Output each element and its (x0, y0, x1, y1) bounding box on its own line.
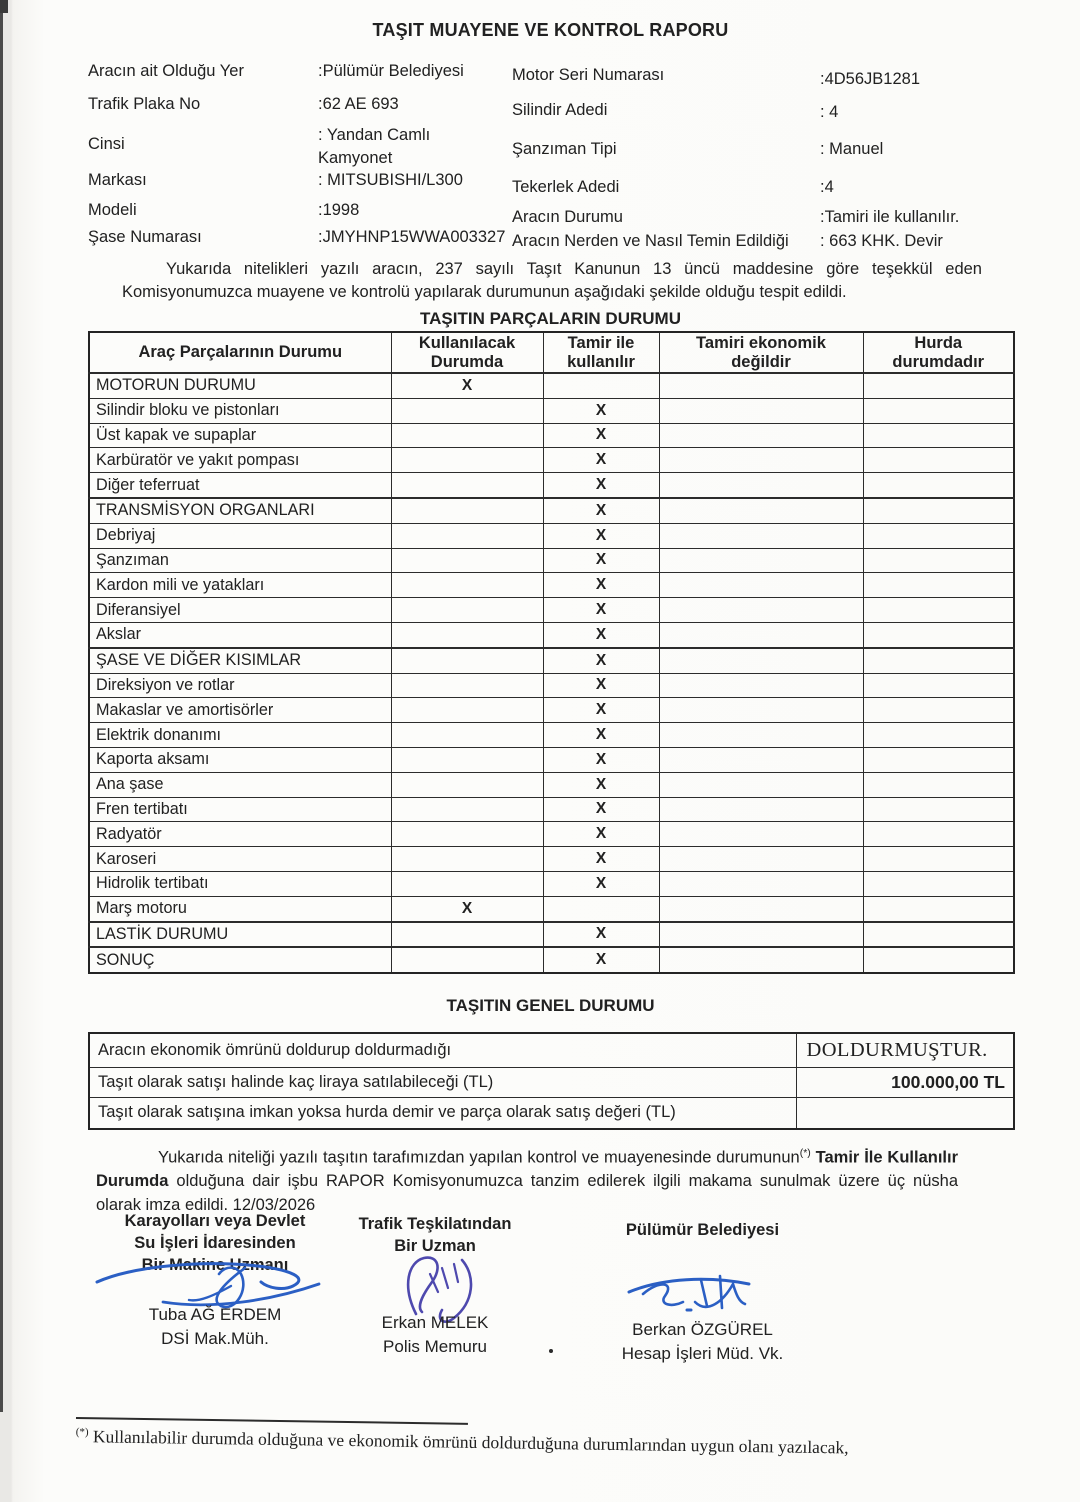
empty-cell (863, 523, 1014, 548)
status-mark-cell: X (543, 698, 659, 723)
signer-org-line: Bir Makine Uzmanı (141, 1256, 289, 1274)
part-name: Marş motoru (89, 896, 391, 921)
empty-cell (391, 398, 543, 423)
footnote (76, 1417, 1016, 1461)
field-label: Tekerlek Adedi (512, 178, 620, 196)
empty-cell (659, 448, 863, 473)
empty-cell (391, 822, 543, 847)
intro-paragraph: Yukarıda nitelikleri yazılı aracın, 237 sayılı Taşıt Kanunun 13 üncü maddesine göre teşekkül eden Komisyonumuzca muayene ve kontrolü yapılarak durumunun aşağıdaki şekilde olduğu tespit edildi. (122, 260, 982, 301)
empty-cell (659, 498, 863, 523)
empty-cell (659, 947, 863, 973)
part-name: Direksiyon ve rotlar (89, 673, 391, 698)
signer-name: Tuba AĞ ERDEM (148, 1305, 282, 1324)
empty-cell (659, 598, 863, 623)
part-name: Debriyaj (89, 523, 391, 548)
status-mark-cell: X (543, 871, 659, 896)
column-header: Kullanılacak Durumda (391, 332, 543, 373)
signer-org-line: Karayolları veya Devlet (124, 1212, 306, 1230)
status-mark-cell: X (543, 922, 659, 948)
status-mark-cell: X (543, 622, 659, 647)
empty-cell (863, 698, 1014, 723)
field-value (820, 230, 943, 253)
general-row-label: Taşıt olarak satışı halinde kaç liraya satılabileceği (TL) (89, 1067, 796, 1097)
closing-paragraph (96, 1142, 958, 1217)
signer-name: Erkan MELEK (381, 1313, 489, 1332)
field-value-line: :4 (820, 178, 834, 196)
empty-cell (863, 822, 1014, 847)
signer-org-line: Bir Uzman (394, 1237, 476, 1255)
part-name: Şanzıman (89, 548, 391, 573)
signer-org-line: Pülümür Belediyesi (625, 1221, 780, 1239)
part-name: ŞASE VE DİĞER KISIMLAR (89, 648, 391, 673)
empty-cell (659, 871, 863, 896)
empty-cell (659, 772, 863, 797)
signer-block-3 (570, 1318, 835, 1366)
field-value-line: : MITSUBISHI/L300 (318, 171, 463, 189)
empty-cell (659, 423, 863, 448)
part-name: Üst kapak ve supaplar (89, 423, 391, 448)
empty-cell (659, 847, 863, 872)
empty-cell (391, 772, 543, 797)
field-label: Markası (88, 171, 147, 189)
footnote-marker: (*) (75, 1426, 89, 1439)
table-row (89, 622, 1014, 647)
field-label: Silindir Adedi (512, 101, 608, 119)
field-value (318, 60, 464, 83)
empty-cell (863, 448, 1014, 473)
signer-block-1 (90, 1303, 340, 1351)
status-mark-cell: X (543, 498, 659, 523)
field-value (318, 93, 399, 116)
empty-cell (863, 896, 1014, 921)
table-row (89, 598, 1014, 623)
table-row (89, 698, 1014, 723)
column-header: Araç Parçalarının Durumu (89, 332, 391, 373)
field-value-line: :JMYHNP15WWA003327 (318, 228, 506, 246)
empty-cell (863, 772, 1014, 797)
signer-title: Polis Memuru (383, 1337, 487, 1356)
field-label: Modeli (88, 201, 137, 219)
table-row (89, 871, 1014, 896)
empty-cell (391, 548, 543, 573)
table-row (89, 1033, 1014, 1067)
table-row (89, 398, 1014, 423)
empty-cell (659, 723, 863, 748)
part-name: Silindir bloku ve pistonları (89, 398, 391, 423)
empty-cell (863, 622, 1014, 647)
table-row (89, 523, 1014, 548)
empty-cell (659, 673, 863, 698)
empty-cell (659, 797, 863, 822)
part-name: Hidrolik tertibatı (89, 871, 391, 896)
table-row (89, 448, 1014, 473)
empty-cell (863, 473, 1014, 498)
general-row-label: Aracın ekonomik ömrünü doldurup doldurmadığı (89, 1033, 796, 1067)
empty-cell (391, 448, 543, 473)
closing-segment: olduğuna dair işbu RAPOR Komisyonumuzca tanzim edilerek ilgili makama sunulmak üzere üç nüsha olarak imza edildi. (96, 1172, 958, 1214)
part-name: Diferansiyel (89, 598, 391, 623)
empty-cell (863, 648, 1014, 673)
empty-cell (391, 622, 543, 647)
empty-cell (659, 398, 863, 423)
empty-cell (863, 797, 1014, 822)
field-value-line: :1998 (318, 201, 360, 219)
table-row (89, 822, 1014, 847)
status-mark-cell: X (543, 523, 659, 548)
part-name: Kaporta aksamı (89, 747, 391, 772)
column-header: Hurda durumdadır (863, 332, 1014, 373)
report-date: 12/03/2026 (232, 1195, 316, 1214)
signer-block-2 (335, 1311, 535, 1359)
part-name: Makaslar ve amortisörler (89, 698, 391, 723)
part-name: Karoseri (89, 847, 391, 872)
empty-cell (391, 498, 543, 523)
empty-cell (391, 723, 543, 748)
parts-status-table (88, 331, 1015, 974)
part-name: LASTİK DURUMU (89, 922, 391, 948)
part-name: Fren tertibatı (89, 797, 391, 822)
general-table-title: TAŞITIN GENEL DURUMU (446, 996, 655, 1015)
empty-cell (391, 473, 543, 498)
table-row (89, 922, 1014, 948)
status-mark-cell: X (543, 473, 659, 498)
column-header: Tamir ile kullanılır (543, 332, 659, 373)
empty-cell (659, 523, 863, 548)
field-value-line: : Manuel (820, 140, 884, 158)
empty-cell (659, 822, 863, 847)
table-row (89, 896, 1014, 921)
field-value-line: : 4 (820, 103, 839, 121)
empty-cell (863, 723, 1014, 748)
part-name: Akslar (89, 622, 391, 647)
empty-cell (543, 373, 659, 398)
empty-cell (391, 573, 543, 598)
signer-title: Hesap İşleri Müd. Vk. (621, 1344, 784, 1363)
status-mark-cell: X (543, 947, 659, 973)
status-mark-cell: X (543, 598, 659, 623)
empty-cell (863, 747, 1014, 772)
closing-segment: Tamir İle Kullanılır Durumda (96, 1148, 958, 1190)
field-label: Şanzıman Tipi (512, 140, 617, 158)
part-name: SONUÇ (89, 947, 391, 973)
empty-cell (863, 598, 1014, 623)
status-mark-cell: X (543, 398, 659, 423)
field-label: Motor Seri Numarası (512, 66, 665, 84)
empty-cell (659, 648, 863, 673)
table-row (89, 548, 1014, 573)
status-mark-cell: X (543, 448, 659, 473)
field-label: Aracın Durumu (512, 208, 623, 226)
field-value (318, 226, 505, 249)
empty-cell (863, 871, 1014, 896)
page-title: TAŞIT MUAYENE VE KONTROL RAPORU (372, 20, 729, 40)
empty-cell (863, 847, 1014, 872)
status-mark-cell: X (543, 648, 659, 673)
scan-edge-corner (0, 0, 8, 13)
field-value (318, 199, 359, 222)
empty-cell (391, 797, 543, 822)
scan-edge-shadow (0, 0, 3, 1412)
empty-cell (863, 498, 1014, 523)
empty-cell (659, 698, 863, 723)
general-row-label: Taşıt olarak satışına imkan yoksa hurda demir ve parça olarak satış değeri (TL) (89, 1097, 796, 1129)
status-mark-cell: X (543, 423, 659, 448)
table-row (89, 747, 1014, 772)
field-value-line: :4D56JB1281 (820, 70, 920, 88)
empty-cell (391, 648, 543, 673)
status-mark-cell: X (543, 797, 659, 822)
field-value (820, 101, 838, 124)
part-name: Karbüratör ve yakıt pompası (89, 448, 391, 473)
table-row (89, 723, 1014, 748)
general-row-value: 100.000,00 TL (796, 1067, 1014, 1097)
general-status-table (88, 1032, 1015, 1130)
table-row (89, 1067, 1014, 1097)
table-row (89, 423, 1014, 448)
status-mark-cell: X (391, 896, 543, 921)
empty-cell (863, 373, 1014, 398)
empty-cell (391, 871, 543, 896)
status-mark-cell: X (543, 847, 659, 872)
table-row (89, 498, 1014, 523)
field-label: Aracın ait Olduğu Yer (88, 62, 244, 80)
footnote-body: Kullanılabilir durumda olduğuna ve ekonomik ömrünü doldurduğuna durumlarından uygun olanı yazılacak, (88, 1426, 849, 1458)
empty-cell (659, 573, 863, 598)
field-value-line: : Yandan Camlı (318, 126, 431, 144)
field-value (318, 124, 430, 170)
signer-org-2 (335, 1213, 535, 1257)
table-row (89, 648, 1014, 673)
field-value (820, 206, 959, 229)
table-row (89, 797, 1014, 822)
empty-cell (391, 423, 543, 448)
empty-cell (863, 947, 1014, 973)
table-row (89, 772, 1014, 797)
empty-cell (863, 573, 1014, 598)
table-row (89, 847, 1014, 872)
empty-cell (391, 747, 543, 772)
field-value (318, 169, 463, 192)
status-mark-cell: X (543, 573, 659, 598)
empty-cell (391, 922, 543, 948)
empty-cell (391, 698, 543, 723)
part-name: MOTORUN DURUMU (89, 373, 391, 398)
general-row-value: DOLDURMUŞTUR. (796, 1033, 1014, 1067)
field-value (820, 176, 834, 199)
empty-cell (659, 622, 863, 647)
status-mark-cell: X (543, 548, 659, 573)
status-mark-cell: X (543, 747, 659, 772)
signature-berkan-ozgurel (623, 1272, 758, 1320)
status-mark-cell: X (543, 723, 659, 748)
status-mark-cell: X (543, 822, 659, 847)
table-row (89, 947, 1014, 973)
part-name: Radyatör (89, 822, 391, 847)
field-value-line: :Pülümür Belediyesi (318, 62, 464, 80)
empty-cell (391, 947, 543, 973)
part-name: Elektrik donanımı (89, 723, 391, 748)
signer-org-3 (570, 1219, 835, 1241)
part-name: Kardon mili ve yatakları (89, 573, 391, 598)
column-header: Tamiri ekonomik değildir (659, 332, 863, 373)
part-name: Diğer teferruat (89, 473, 391, 498)
empty-cell (543, 896, 659, 921)
table-row (89, 573, 1014, 598)
status-mark-cell: X (543, 772, 659, 797)
closing-segment: Yukarıda niteliği yazılı taşıtın tarafımızdan yapılan kontrol ve muayenesinde durumunun (158, 1148, 800, 1167)
empty-cell (391, 523, 543, 548)
field-value-line: :Tamiri ile kullanılır. (820, 208, 960, 226)
empty-cell (391, 673, 543, 698)
field-value-line: :62 AE 693 (318, 95, 399, 113)
status-mark-cell: X (391, 373, 543, 398)
status-mark-cell: X (543, 673, 659, 698)
table-header-row (89, 332, 1014, 373)
table-row (89, 373, 1014, 398)
empty-cell (863, 398, 1014, 423)
table-row (89, 1097, 1014, 1129)
empty-cell (391, 598, 543, 623)
table-row (89, 673, 1014, 698)
field-value-line: Kamyonet (318, 149, 393, 167)
field-label: Cinsi (88, 135, 125, 153)
field-label: Trafik Plaka No (88, 95, 201, 113)
empty-cell (863, 673, 1014, 698)
part-name: Ana şase (89, 772, 391, 797)
empty-cell (863, 922, 1014, 948)
table-row (89, 473, 1014, 498)
field-label: Şase Numarası (88, 228, 202, 246)
empty-cell (659, 373, 863, 398)
empty-cell (863, 423, 1014, 448)
signer-org-line: Trafik Teşkilatından (358, 1215, 512, 1233)
ink-dot (549, 1349, 553, 1353)
signer-org-line: Su İşleri İdaresinden (134, 1234, 296, 1252)
footnote-divider (76, 1417, 468, 1425)
field-value (820, 68, 920, 91)
signer-name: Berkan ÖZGÜREL (632, 1320, 773, 1339)
empty-cell (863, 548, 1014, 573)
empty-cell (659, 548, 863, 573)
empty-cell (659, 473, 863, 498)
empty-cell (391, 847, 543, 872)
field-value-line: : 663 KHK. Devir (820, 232, 943, 250)
signer-title: DSİ Mak.Müh. (161, 1329, 269, 1348)
field-value (820, 138, 883, 161)
parts-table-title: TAŞITIN PARÇALARIN DURUMU (420, 309, 681, 328)
empty-cell (659, 896, 863, 921)
field-label: Aracın Nerden ve Nasıl Temin Edildiği (512, 232, 789, 250)
general-row-value (796, 1097, 1014, 1129)
empty-cell (659, 922, 863, 948)
part-name: TRANSMİSYON ORGANLARI (89, 498, 391, 523)
closing-segment: (*) (799, 1147, 811, 1159)
empty-cell (659, 747, 863, 772)
